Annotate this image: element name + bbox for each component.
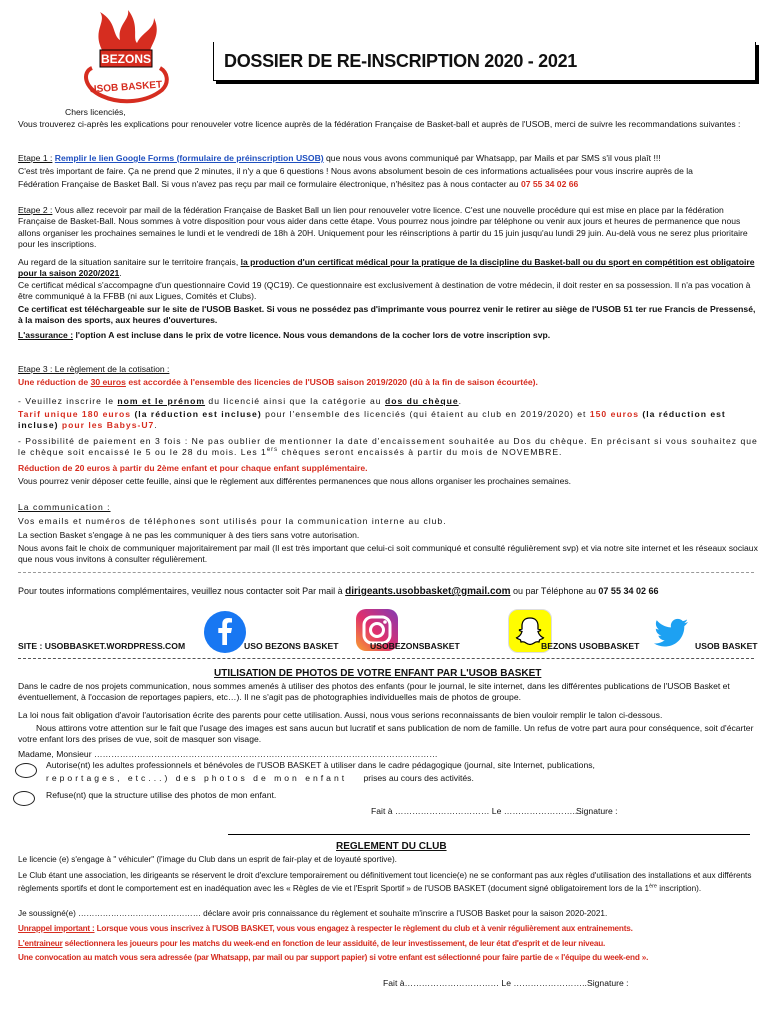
l2-b: (la réduction est incluse) <box>131 409 262 419</box>
l2-g: . <box>154 420 158 431</box>
etape3-l4: Réduction de 20 euros à partir du 2ème enfant et pour chaque enfant supplémentaire. <box>18 463 368 473</box>
reglement-fait[interactable]: Fait à…………………………… Le …………………….. <box>383 978 587 988</box>
l1-c: du licencié ainsi que la catégorie au <box>205 396 385 406</box>
etape1-phone: 07 55 34 02 66 <box>520 179 579 189</box>
rappel-label: Unrappel important : <box>18 924 95 933</box>
reglement-convocation: Une convocation au match vous sera adressée (par Whatsapp, par mail ou par support papier) si votre enfant est sélectionné pour faire partie de « l'équipe du week-end ». <box>18 953 649 962</box>
l1-a: - Veuillez inscrire le <box>18 396 118 406</box>
opt1-a: Autorise(nt) les adultes professionnels et bénévoles de l'USOB BASKET à utiliser dans le cadre pédagogique (journal, site Internet, publications, <box>46 760 595 770</box>
etape3-label-text: Etape 3 : Le règlement de la cotisation : <box>18 364 170 374</box>
reglement-entraineur <box>18 939 758 950</box>
site-label[interactable]: SITE : USOBBASKET.WORDPRESS.COM <box>18 641 186 651</box>
tarif-babys: 150 euros <box>589 409 639 419</box>
communication-title-text: La communication : <box>18 502 111 512</box>
reglement-p2 <box>18 869 758 895</box>
l1-nom-prenom: nom et le prénom <box>117 396 206 406</box>
etape2-p1-text: Vous allez recevoir par mail de la fédération Française de Basket Ball un lien pour renouveler votre licence. C'est une nouvelle procédure qui est mise en place par la fédération Française de Basket-Ball. Nous sommes à votre disposition pour vous aider dans cette étape. Vous pourrez nous joindre par téléphone ou venir aux jours et heures de permanence que nous allons organiser les prochaines semaines le lundi et le vendredi de 18h à 20H. Uniquement pour les réinscriptions à partir du 15 juin jusqu'au lundi 29 juin. Au-delà vous ne serez plus prioritaire pour les inscriptions. <box>18 205 748 250</box>
contact-line <box>18 585 758 598</box>
instagram-label[interactable]: USOBEZONSBASKET <box>370 641 460 651</box>
l2-babys: pour les Babys-U7 <box>61 420 155 431</box>
contact-text-a: Pour toutes informations complémentaires, veuillez nous contacter soit Par mail à <box>18 586 346 596</box>
etape2-p5 <box>18 330 758 341</box>
entraineur-text: sélectionnera les joueurs pour les matchs du week-end en fonction de leur assiduité, de leur investissement, de leur état d'esprit et de leur niveau. <box>62 939 606 948</box>
snapchat-label[interactable]: BEZONS USOBBASKET <box>541 641 640 651</box>
l1-dos-cheque: dos du chèque <box>384 396 459 406</box>
opt1-c: prises au cours des activités. <box>363 773 474 783</box>
l3-end: chèques seront encaissés à partir du mois de NOVEMBRE. <box>278 447 563 458</box>
logo-bottom-text: USOB BASKET <box>89 79 163 96</box>
refuse-radio[interactable] <box>13 791 35 806</box>
photos-signature[interactable]: Signature : <box>576 806 618 816</box>
title-box <box>213 42 756 81</box>
reglement-p2-a: Le Club étant une association, les dirigeants se réservent le droit d'exclure temporairement ou définitivement tout licencie(e) ne se conformant pas aux règles d'utilisation des installations et aux différents règlements sportifs et dont le comportement est en inadéquation avec les « Règles de vie et l'Esprit Sportif » de l'USOB BASKET (document signé obligatoirement lors de la 1 <box>18 871 752 894</box>
etape2-p4: Ce certificat est téléchargeable sur le site de l'USOB Basket. Si vous ne possédez pas d'imprimante vous pourrez venir le retirer au siège de l'USOB 51 ter rue Francis de Pressensé, à la maison des sports, aux heures d'ouvertures. <box>18 304 756 326</box>
contact-text-b: ou par Téléphone au <box>510 586 599 596</box>
assurance-label: L'assurance : <box>18 330 74 340</box>
greeting: Chers licenciés, <box>65 107 126 117</box>
etape2-p3: Ce certificat médical s'accompagne d'un questionnaire Covid 19 (QC19). Ce questionnaire est exclusivement à destination de votre médecin, il doit rester en sa possession. Il n'a pas vocation à être communiqué à la FFBB (ni aux Ligues, Comités et Clubs). <box>18 280 751 302</box>
google-forms-link[interactable]: Remplir le lien Google Forms (formulaire de préinscription USOB) <box>54 153 324 163</box>
etape1-label: Etape 1 : <box>18 153 53 163</box>
twitter-icon[interactable] <box>650 611 692 653</box>
etape3-l2 <box>18 409 758 432</box>
page-title: DOSSIER DE RE-INSCRIPTION 2020 - 2021 <box>224 51 578 71</box>
reduction-amount: 30 euros <box>90 377 126 387</box>
tarif-unique: Tarif unique 180 euros <box>18 409 132 419</box>
photos-opt1-line2 <box>46 773 758 784</box>
etape2-p1 <box>18 205 758 251</box>
cut-line <box>18 658 754 659</box>
photos-p1: Dans le cadre de nos projets communication, nous sommes amenés à utiliser des photos des enfants (pour le journal, le site internet, dans les différentes publications de l'USOB Basket et éventuellement, à l'occasion de reportages papiers, etc…). Il ne s'agit pas de photographies individuelles mais de photos de groupe. <box>18 681 730 703</box>
etape1-after-link: que nous vous avons communiqué par Whatsapp, par Mails et par SMS s'il vous plaît !!! <box>323 153 661 163</box>
etape1-line2: C'est très important de faire. Ça ne prend que 2 minutes, il n'y a que 6 questions ! Nous avons absolument besoin de ces informations actualisées pour vous inscrire auprès de la <box>18 166 693 176</box>
authorize-radio[interactable] <box>15 763 37 778</box>
etape2-p2-b: la production d'un certificat médical pour la pratique de la discipline du Basket-ball ou du sport en compétition est obligatoire pour la saison 2020/2021 <box>18 257 755 279</box>
intro-text: Vous trouverez ci-après les explications pour renouveler votre licence auprès de la fédération Française de Basket-ball et auprès de l'USOB, merci de suivre les recommandations suivantes : <box>18 119 741 129</box>
reglement-p2-b: inscription). <box>656 884 702 894</box>
communication-l1: Vos emails et numéros de téléphones sont utilisés pour la communication interne au club. <box>18 516 447 526</box>
l2-c: pour l'ensemble des licenciés (qui étaient au club en 2019/2020) et <box>261 409 590 419</box>
contact-phone: 07 55 34 02 66 <box>598 586 659 596</box>
etape2-p2 <box>18 257 758 280</box>
etape2-p2-c: . <box>119 268 122 279</box>
logo-top-text: BEZONS <box>100 52 152 66</box>
divider <box>18 572 754 573</box>
rappel-text: Lorsque vous vous inscrivez à l'USOB BASKET, vous vous engagez à respecter le règlement du club et à venir régulièrement aux entrainements. <box>94 924 633 933</box>
photos-title: UTILISATION DE PHOTOS DE VOTRE ENFANT PAR L'USOB BASKET <box>214 668 542 679</box>
reduction-c: est accordée à l'ensemble des licencies de l'USOB saison 2019/2020 (dû à la fin de saison écourtée). <box>125 377 538 387</box>
photos-opt2: Refuse(nt) que la structure utilise des photos de mon enfant. <box>46 790 277 800</box>
contact-email-link[interactable]: dirigeants.usobbasket@gmail.com <box>345 586 511 597</box>
l2-e: (la réduction est incluse) <box>18 409 726 431</box>
photos-p3: Nous attirons votre attention sur le fait que l'usage des images est sans aucun but lucratif et sans publication de nom de famille. Un refus de votre part aura pour conséquence, soit d'écarter votre enfant lors des prises de vue, soit de masquer son visage. <box>18 723 754 745</box>
etape2-p2-a: Au regard de la situation sanitaire sur le territoire français, <box>18 257 241 267</box>
reglement-title: REGLEMENT DU CLUB <box>336 841 447 852</box>
entraineur-label: L'entraineur <box>18 939 63 948</box>
reglement-p1: Le licencie (e) s'engage à " véhiculer" (l'image du Club dans un esprit de fair-play et de loyauté sportive). <box>18 855 397 864</box>
etape3-label <box>18 364 758 375</box>
etape2-label: Etape 2 : <box>18 205 53 215</box>
etape1-line3-text: Fédération Française de Basket Ball. Si vous n'avez pas reçu par mail ce formulaire électronique, n'hésitez pas à nous contacter au <box>18 179 521 189</box>
etape3-l1 <box>18 396 758 407</box>
etape3-l3 <box>18 436 758 459</box>
facebook-label[interactable]: USO BEZONS BASKET <box>244 641 339 651</box>
etape3-reduction <box>18 377 758 388</box>
reglement-p2-sup: ère <box>649 883 657 890</box>
l3-sup: ers <box>266 447 279 454</box>
photos-p2: La loi nous fait obligation d'avoir l'autorisation écrite des parents pour cette utilisation. Aussi, nous vous serions reconnaissants de bien vouloir remplir le talon ci-dessous. <box>18 710 663 720</box>
photos-fait[interactable]: Fait à …………………………… Le …………………….. <box>371 806 578 816</box>
communication-l2: La section Basket s'engage à ne pas les communiquer à des tiers sans votre autorisation. <box>18 530 360 540</box>
facebook-icon[interactable] <box>204 611 246 653</box>
photos-opt1-line1 <box>46 760 758 771</box>
reglement-signature[interactable]: Signature : <box>587 978 629 988</box>
photos-p4: Madame, Monsieur ………………………………………………………………………………………………………… <box>18 749 438 759</box>
etape1-line3 <box>18 179 758 190</box>
reglement-rappel <box>18 924 758 935</box>
reglement-p3: Je soussigné(e) ……………………………………… déclare avoir pris connaissance du règlement et souhaite m'inscrire a l'USOB Basket pour la saison 2020-2021. <box>18 909 608 918</box>
usob-basket-logo <box>62 10 187 105</box>
l1-e: . <box>458 396 463 406</box>
etape1-line1 <box>18 153 758 164</box>
assurance-text: l'option A est incluse dans le prix de votre licence. Nous vous demandons de la cocher lors de votre inscription svp. <box>73 330 551 340</box>
twitter-label[interactable]: USOB BASKET <box>695 641 758 651</box>
opt1-b: reportages, etc...) des photos de mon enfant <box>46 773 348 783</box>
communication-title <box>18 502 758 513</box>
reduction-a: Une réduction de <box>18 377 91 387</box>
etape3-l5: Vous pourrez venir déposer cette feuille, ainsi que le règlement aux différentes permanences que nous allons organiser les prochaines semaines. <box>18 476 572 486</box>
communication-l3: Nous avons fait le choix de communiquer majoritairement par mail (Il est très important que celui-ci soit communiqué et consulté régulièrement svp) et via notre site internet et les réseaux sociaux que nous vous invitons à consulter régulièrement. <box>18 543 758 565</box>
l3-text: - Possibilité de paiement en 3 fois : Ne pas oublier de mentionner la date d'encaissement souhaitée au Dos du chèque. En précisant si vous souhaitez que le chèque soit encaissé le 5 ou le 28 du mois. Les 1 <box>18 436 758 458</box>
reglement-rule <box>228 834 750 835</box>
